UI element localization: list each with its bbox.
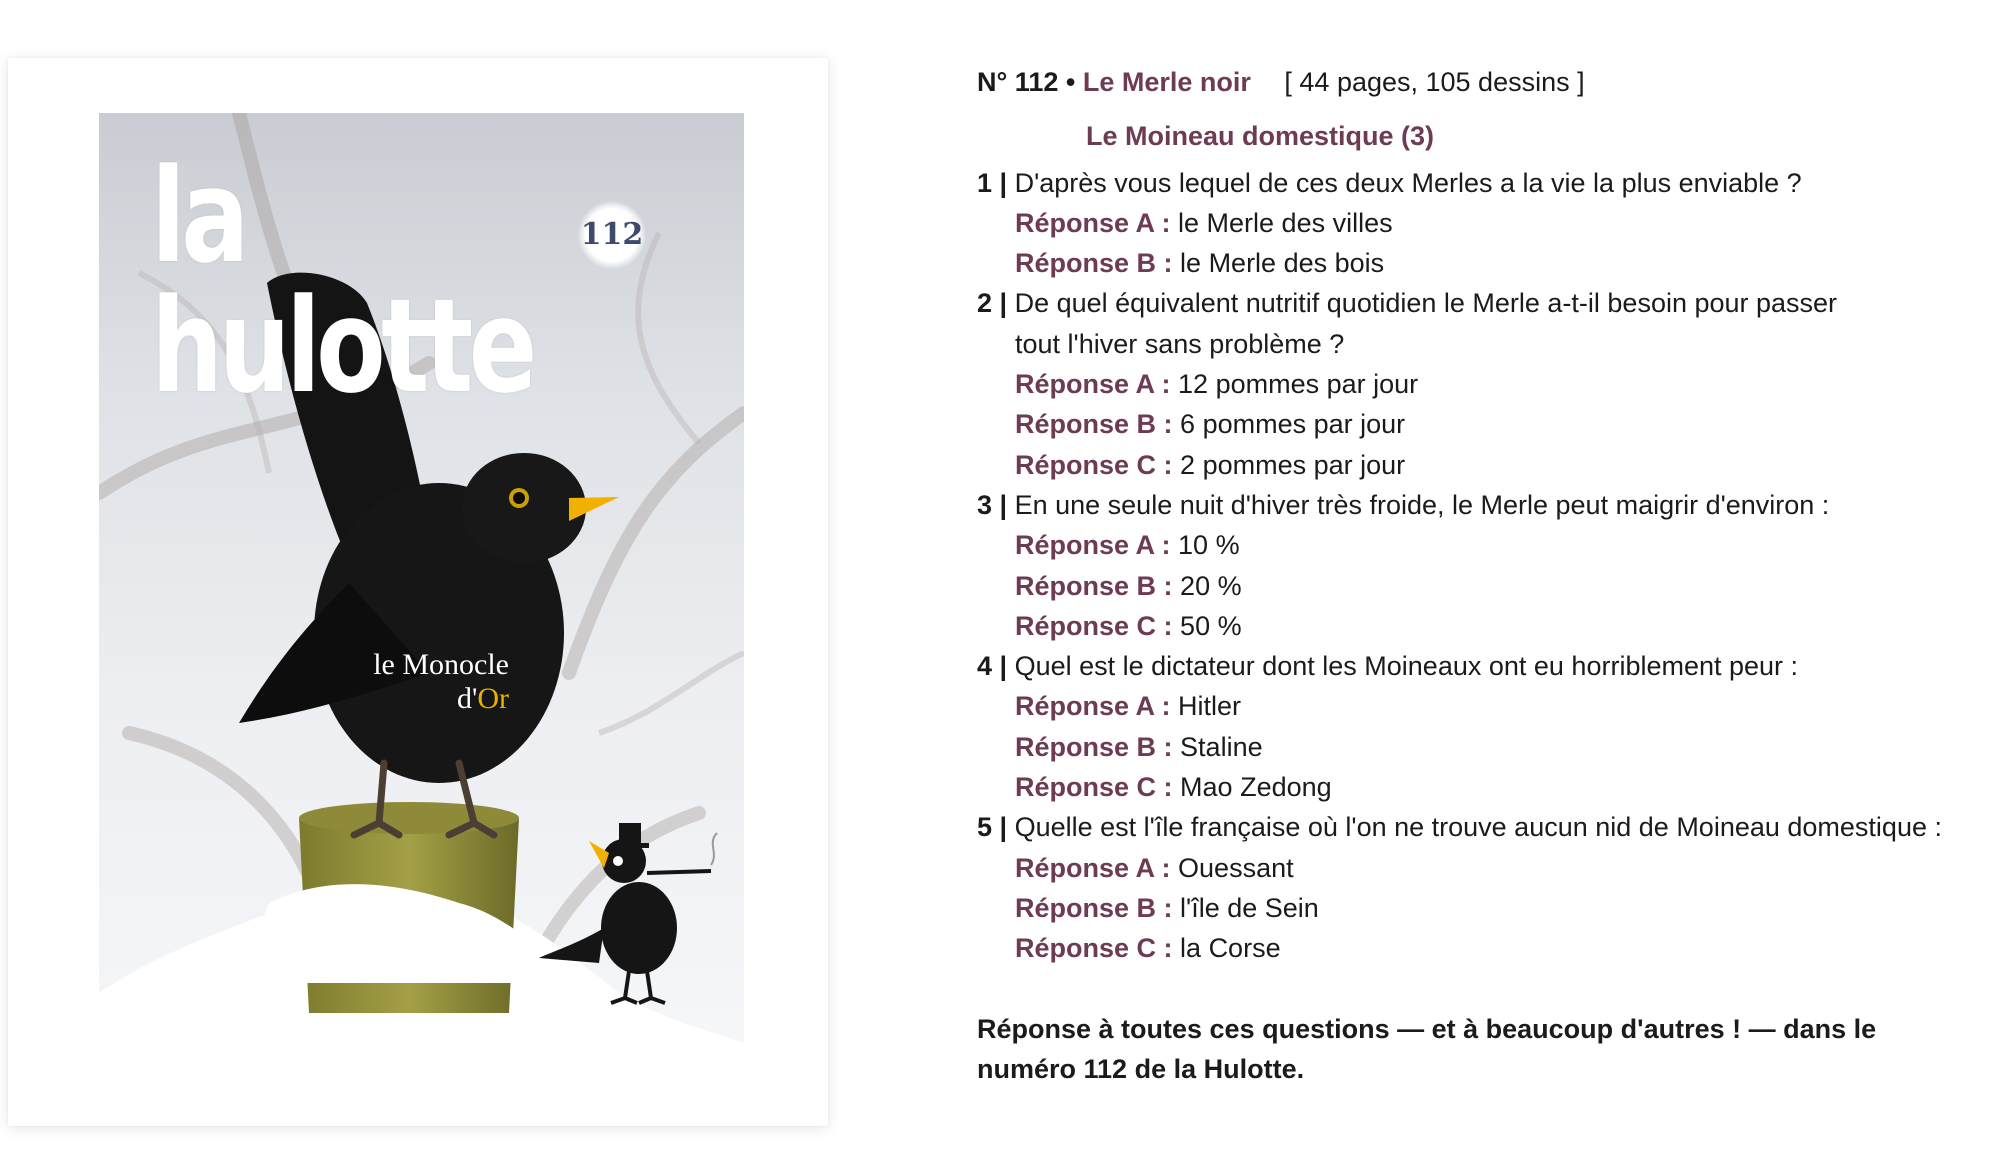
answer-text: le Merle des villes (1178, 207, 1393, 238)
magazine-title: la hulotte (151, 140, 533, 422)
question-4 (977, 646, 1987, 807)
issue-bullet: • (1065, 67, 1076, 97)
issue-header (977, 62, 1987, 102)
answer-text: la Corse (1180, 933, 1281, 964)
answer (977, 525, 1987, 565)
question-label: Quelle est l'île française où l'on ne trouve aucun nid de Moineau domestique : (1014, 812, 1942, 843)
answer-label: Réponse B : (1015, 409, 1173, 440)
question-label: En une seule nuit d'hiver très froide, le Merle peut maigrir d'environ : (1014, 489, 1830, 520)
question-text-continued: tout l'hiver sans problème ? (1015, 328, 1345, 359)
issue-number: N° 112 (977, 67, 1059, 97)
answer-text: Ouessant (1178, 852, 1294, 883)
answer-label: Réponse A : (1015, 369, 1171, 400)
answer (977, 404, 1987, 444)
question-number: 5 | (977, 812, 1008, 843)
issue-subtitle: Le Moineau domestique (3) (1086, 121, 1435, 152)
question-1 (977, 163, 1987, 284)
question-label: Quel est le dictateur dont les Moineaux ont eu horriblement peur : (1014, 651, 1799, 682)
answer (977, 767, 1987, 807)
question-number: 4 | (977, 651, 1008, 682)
answer-text: 12 pommes par jour (1178, 369, 1419, 400)
answer (977, 445, 1987, 485)
cover-caption-line2 (289, 682, 509, 716)
answer-text: Staline (1180, 731, 1263, 762)
answer-label: Réponse B : (1015, 570, 1173, 601)
question-number: 1 | (977, 167, 1008, 198)
question-number: 3 | (977, 489, 1008, 520)
answer (977, 928, 1987, 968)
answer-label: Réponse B : (1015, 248, 1173, 279)
answer-text: Mao Zedong (1180, 772, 1332, 803)
question-3 (977, 485, 1987, 646)
question-2 (977, 283, 1987, 484)
question-text (977, 807, 1987, 847)
issue-info (977, 62, 1987, 1089)
cover-caption (289, 648, 509, 716)
answer-label: Réponse B : (1015, 892, 1173, 923)
answer-text: 20 % (1180, 570, 1242, 601)
question-label: D'après vous lequel de ces deux Merles a la vie la plus enviable ? (1014, 167, 1802, 198)
answer (977, 686, 1987, 726)
issue-title: Le Merle noir (1082, 67, 1251, 97)
answer (977, 848, 1987, 888)
answer-label: Réponse A : (1015, 691, 1171, 722)
answer (977, 566, 1987, 606)
question-text (977, 163, 1987, 203)
cover-caption-highlight: Or (477, 682, 509, 715)
cover-image[interactable] (99, 113, 744, 1075)
answer-label: Réponse B : (1015, 731, 1173, 762)
question-label: De quel équivalent nutritif quotidien le Merle a-t-il besoin pour passer (1014, 288, 1838, 319)
answer-text: 2 pommes par jour (1180, 449, 1406, 480)
answer (977, 364, 1987, 404)
cover-caption-prefix: d' (456, 682, 478, 715)
question-text (977, 283, 1987, 323)
answer-text: Hitler (1178, 691, 1242, 722)
answer-label: Réponse A : (1015, 207, 1171, 238)
question-text (977, 485, 1987, 525)
answer-label: Réponse A : (1015, 852, 1171, 883)
question-text (977, 646, 1987, 686)
answer-text: 6 pommes par jour (1180, 409, 1406, 440)
answer-label: Réponse C : (1015, 610, 1173, 641)
answer (977, 888, 1987, 928)
question-number: 2 | (977, 288, 1008, 319)
answer-text: le Merle des bois (1180, 248, 1385, 279)
answer-label: Réponse C : (1015, 772, 1173, 803)
question-list (977, 163, 1987, 969)
cover-caption-line1: le Monocle (373, 648, 509, 681)
answer-text: 10 % (1178, 530, 1240, 561)
answer (977, 203, 1987, 243)
pages-info: [ 44 pages, 105 dessins ] (1284, 67, 1585, 97)
issue-badge: 112 (578, 201, 646, 269)
answer (977, 243, 1987, 283)
answer-label: Réponse A : (1015, 530, 1171, 561)
question-5 (977, 807, 1987, 968)
answer-text: 50 % (1180, 610, 1242, 641)
answer-label: Réponse C : (1015, 449, 1173, 480)
answer-text: l'île de Sein (1180, 892, 1319, 923)
answer (977, 727, 1987, 767)
closing-text: Réponse à toutes ces questions — et à beaucoup d'autres ! — dans le numéro 112 de la Hulotte. (977, 1013, 1877, 1084)
answer-label: Réponse C : (1015, 933, 1173, 964)
answer (977, 606, 1987, 646)
